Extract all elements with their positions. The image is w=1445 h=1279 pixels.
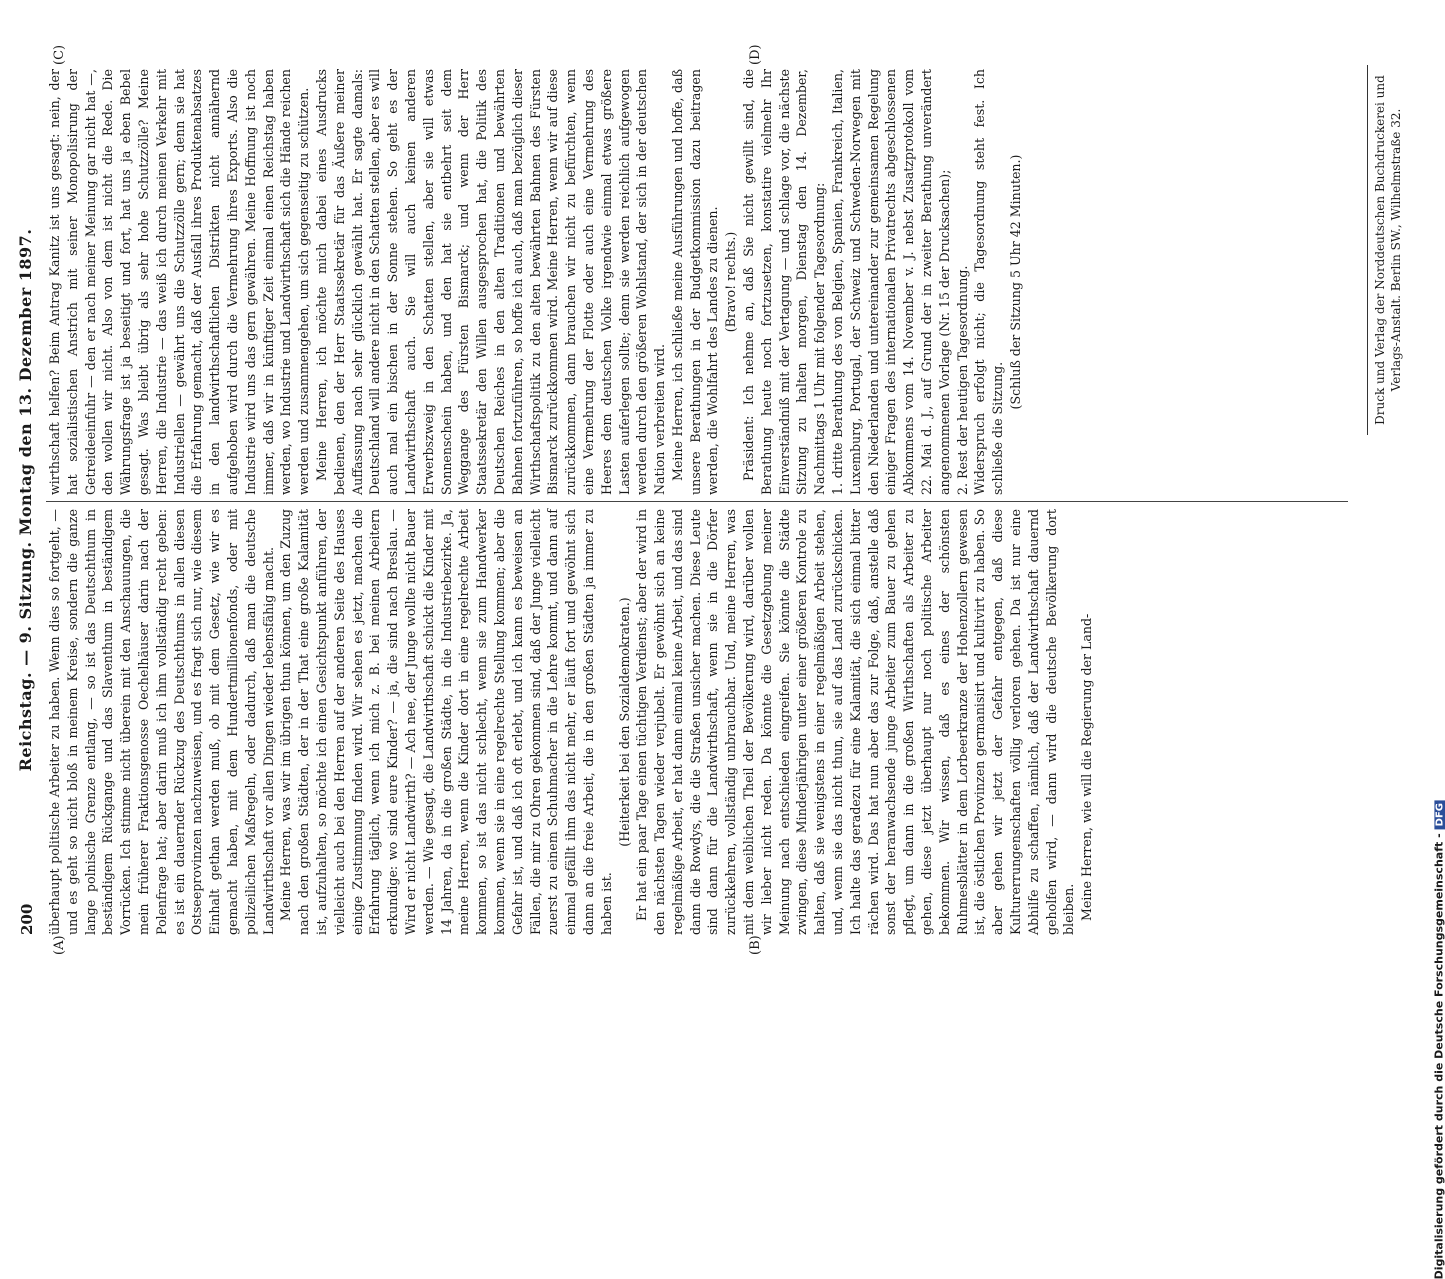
paragraph: Meine Herren, ich schließe meine Ausführungen und hoffe, daß unsere Berathungen in der Budgetkommission dazu beitragen werden, die Wohlfahrt des Landes zu dienen.: [669, 69, 721, 495]
dfg-logo: DFG: [1434, 800, 1445, 829]
newspaper-page: [0, 5, 1434, 995]
president-statement: Präsident: Ich nehme an, daß Sie nicht gewillt sind, die Berathung heute noch fortzusetzen, konstatire vielmehr Ihr Einverständniß mit der Vertagung — und schlage vor, die nächste Sitzung zu halten morgen, Dienstag den 14. Dezember, Nachmittags 1 Uhr mit folgender Tagesordnung:: [741, 69, 828, 495]
printer-imprint: Druck und Verlag der Norddeutschen Buchdruckerei und Verlags-Anstalt. Berlin SW., Wilhelmstraße 32.: [1373, 75, 1403, 425]
running-head: Reichstag. — 9. Sitzung. Montag den 13. Dezember 1897.: [16, 228, 35, 772]
margin-marker-a: (A): [52, 935, 67, 955]
paragraph: überhaupt politische Arbeiter zu haben. Wenn dies so fortgeht, — und es geht so nicht bloß in meinem Kreise, sondern die ganze lange polnische Grenze entlang, — so ist das Deutschthum in beständigem Rückgange und das Slaventhum in beständigem Vorrücken. Ich stimme nicht überein mit den Anschauungen, die mein früherer Fraktionsgenosse Oechelhäuser darin nach der Polenfrage hat; aber darin muß ich ihm vollständig recht geben: es ist ein dauernder Rückzug des Deutschthums in allen diesen Ostseeprovinzen nachzuweisen, und es fragt sich nur, wie diesem Einhalt gethan werden muß, ob mit dem Gesetz, wie wir es gemacht haben, mit dem Hundertmillionenfonds, oder mit polizeilichen Maßregeln, oder dadurch, daß man die deutsche Landwirthschaft vor allen Dingen wieder lebensfähig macht.: [47, 509, 276, 935]
page-number: 200: [18, 903, 36, 935]
paragraph: Meine Herren, was wir im übrigen thun können, um den Zuzug nach den großen Städten, der in der That eine große Kalamität ist, aufzuhalten, so möchte ich einen Gesichtspunkt anführen, der vielleicht auch bei den Herren auf der anderen Seite des Hauses einige Zustimmung finden wird. Wir sehen es jetzt, machen die Erfahrung täglich, wenn ich mich z. B. bei meinen Arbeitern erkundige: wo sind eure Kinder? — ja, die sind nach Breslau. — Wird er nicht Landwirth? — Ach nee, der Junge wollte nicht Bauer werden. — Wie gesagt, die Landwirthschaft schickt die Kinder mit 14 Jahren, da in die großen Städte, in die Industriebezirke. Ja, meine Herren, wenn die Kinder dort in eine regelrechte Arbeit kommen, so ist das nicht schlecht, wenn sie zum Handwerker kommen, wenn sie in eine regelrechte Stellung kommen; aber die Gefahr ist, und daß ich oft erlebt, und ich kann es beweisen an Fällen, die mir zu Ohren gekommen sind, daß der Junge vielleicht zuerst zu einem Schuhmacher in die Lehre kommt, und dann auf einmal gefällt ihm das nicht mehr, er läuft fort und gewöhnt sich dann an die freie Arbeit, die in den großen Städten ja immer zu haben ist.: [278, 509, 614, 935]
page-header: [8, 65, 44, 935]
paragraph: Meine Herren, ich möchte mich dabei eines Ausdrucks bedienen, den der Herr Staatssekretär für das Äußere meiner Auffassung nach sehr glücklich gewählt hat. Er sagte damals: Deutschland will andere nicht in den Schatten stellen, aber es will auch mal ein bischen in der Sonne stehen. So geht es der Landwirthschaft auch. Sie will auch keinen anderen Erwerbszweig in den Schatten stellen, aber sie will etwas Sonnenschein haben, und den hat sie entbehrt seit dem Weggange des Fürsten Bismarck; und wenn der Herr Staatssekretär den Willen ausgesprochen hat, die Politik des Deutschen Reiches in den alten Traditionen und bewährten Bahnen fortzuführen, so hoffe ich auch, daß man bezüglich dieser Wirthschaftspolitik zu den alten bewährten Bahnen des Fürsten Bismarck zurückkommen wird. Meine Herren, wenn wir auf diese zurückkommen, dann brauchen wir nicht zu befürchten, wenn eine Vermehrung der Flotte oder auch eine Vermehrung des Heeres dem deutschen Volke irgendwie einmal etwas größere Lasten auferlegen sollte; denn sie werden reichlich aufgewogen werden durch den größeren Wohlstand, der sich in der deutschen Nation verbreiten wird.: [313, 69, 668, 495]
paragraph: wirthschaft helfen? Beim Antrag Kanitz ist uns gesagt: nein, der hat sozialistischen Anstrich mit seiner Monopolisirung der Getreideeinfuhr — den er nach meiner Meinung gar nicht hat —, den wollen wir nicht. Also von dem ist nicht die Rede. Die Währungsfrage ist ja beseitigt und fort, hat uns ja eben Bebel gesagt. Was bleibt übrig als sehr hohe Schutzzölle? Meine Herren, die Industrie — das weiß ich durch meinen Verkehr mit Industriellen — gewährt uns die Schutzzölle gern; denn sie hat die Erfahrung gemacht, daß der Ausfall ihres Produktenabsatzes in den landwirthschaftlichen Distrikten nicht annähernd aufgehoben wird durch die Vermehrung ihres Exports. Also die Industrie wird uns das gern gewähren. Meine Hoffnung ist noch immer, daß wir in künftiger Zeit einmal einen Reichstag haben werden, wo Industrie und Landwirthschaft sich die Hände reichen werden und zusammengehen, um sich gegenseitig zu schützen.: [47, 69, 312, 495]
interjection: (Bravo! rechts.): [723, 231, 739, 333]
margin-marker-b: (B): [748, 935, 763, 955]
paragraph: Widerspruch erfolgt nicht; die Tagesordnung steht fest. Ich schließe die Sitzung.: [972, 69, 1006, 495]
agenda-item: 1. dritte Berathung des von Belgien, Spanien, Frankreich, Italien, Luxemburg, Portugal, der Schweiz und Schweden-Norwegen mit den Niederlanden und untereinander zur gemeinsamen Regelung einiger Fragen des internationalen Privatrechts abgeschlossenen Abkommens vom 14. November v. J. nebst Zusatzprotokoll vom 22. Mai d. J., auf Grund der in zweiter Berathung unverändert angenommenen Vorlage (Nr. 15 der Drucksachen);: [830, 69, 952, 495]
credit-text: Digitalisierung gefördert durch die Deutsche Forschungsgemeinschaft -: [1432, 833, 1445, 1279]
paragraph: Er hat ein paar Tage einen tüchtigen Verdienst; aber der wird in den nächsten Tagen wieder verjubelt. Er gewöhnt sich an keine regelmäßige Arbeit, er hat dann einmal keine Arbeit, und das sind dann die Rowdys, die die Straßen unsicher machen. Diese Leute sind dann für die Landwirthschaft, wenn sie in die Dörfer zurückkehren, vollständig unbrauchbar. Und, meine Herren, was mit dem weiblichen Theil der Bevölkerung wird, darüber wollen wir lieber nicht reden. Da könnte die Gesetzgebung meiner Meinung nach entschieden eingreifen. Sie könnte die Städte zwingen, diese Minderjährigen unter einer größeren Kontrole zu halten, daß sie wenigstens in einer regelmäßigen Arbeit stehen, und, wenn sie das nicht thun, sie auf das Land zurückschicken. Ich halte das geradezu für eine Kalamität, die sich einmal bitter rächen wird. Das hat nun aber das zur Folge, daß, anstelle daß sonst der heranwachsende junge Arbeiter zum Bauer zu gehen pflegt, um dann in die großen Wirthschaften als Arbeiter zu gehen, diese jetzt überhaupt nur noch politische Arbeiter bekommen. Wir wissen, daß es eines der schönsten Ruhmesblätter in dem Lorbeerkranze der Hohenzollern gewesen ist, die östlichen Provinzen germanisirt und kultivirt zu haben. So aber gehen wir jetzt der Gefahr entgegen, daß diese Kulturerrungenschaften völlig verloren gehen. Da ist nur eine Abhilfe zu schaffen, nämlich, daß der Landwirthschaft dauernd geholfen wird, — dann wird die deutsche Bevölkerung dort bleiben.: [634, 509, 1077, 935]
agenda-item: 2. Rest der heutigen Tagesordnung.: [954, 265, 970, 495]
margin-marker-c: (C): [52, 44, 67, 65]
imprint-rule: [1367, 65, 1368, 435]
interjection: (Heiterkeit bei den Sozialdemokraten.): [616, 597, 632, 847]
paragraph: Meine Herren, wie will die Regierung der Land-: [1079, 613, 1095, 921]
digitization-credit: [1432, 800, 1445, 1279]
column-divider: [46, 501, 1348, 502]
margin-marker-d: (D): [748, 44, 763, 65]
right-column: [46, 69, 1348, 495]
left-column: [46, 509, 1348, 935]
session-close: (Schluß der Sitzung 5 Uhr 42 Minuten.): [1008, 154, 1024, 410]
